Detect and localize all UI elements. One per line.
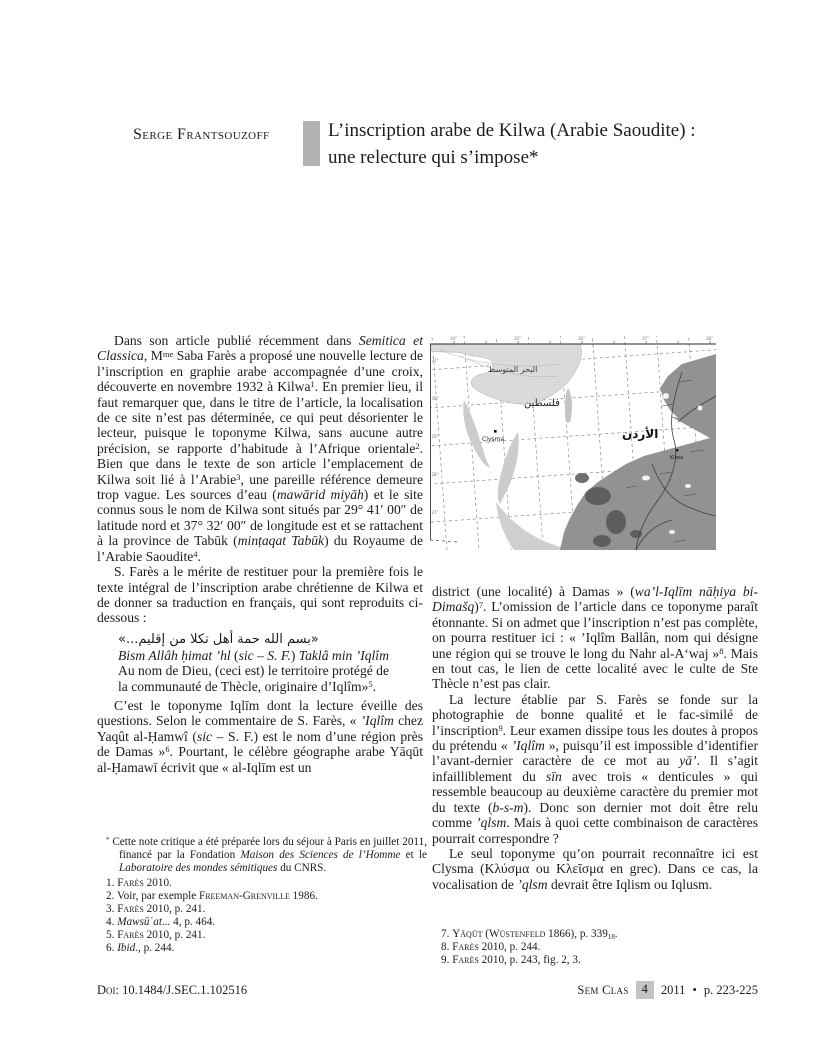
- svg-text:37°: 37°: [642, 336, 650, 341]
- paragraph-left-2: S. Farès a le mérite de restituer pour la première fois le texte intégral de l’inscription arabe chrétienne de Kilwa et de donner sa traduction en français, qui sont reproduits ci-dessous :: [97, 564, 423, 626]
- paragraph-right-3: Le seul toponyme qu’on pourrait reconnaître ici est Clysma (Κλύσμα ou Κλεῖσμα en grec). Dans ce cas, la vocalisation de ’qlsm devrait être Iqlism ou Iqlusm.: [432, 845, 758, 892]
- footnote-8: 8. Farès 2010, p. 244.: [441, 941, 541, 953]
- footnotes-left: [97, 836, 427, 955]
- svg-text:36°: 36°: [578, 336, 586, 341]
- journal-name: Sem Clas: [577, 982, 629, 997]
- footnote-4: 4. Mawsūʿat... 4, p. 464.: [106, 916, 216, 928]
- footnote-star: * Cette note critique a été préparée lors du séjour à Paris en juillet 2011, financé par la Fondation Maison des Sciences de l’Homme et le Laboratoire des mondes sémitiques du CNRS.: [106, 835, 427, 874]
- footnote-7: 7. Yāqūt (Wüstenfeld 1866), p. $339_{18}$.: [441, 928, 618, 941]
- svg-text:38°: 38°: [706, 336, 714, 341]
- kilwa-marker: [676, 449, 678, 451]
- quote-translation-line-1: Au nom de Dieu, (ceci est) le territoire protégé de: [118, 663, 390, 679]
- footer-bullet-separator: •: [692, 982, 697, 997]
- footnote-6: 6. Ibid., p. 244.: [106, 942, 175, 954]
- map-label-mediterranean: البحر المتوسط: [488, 365, 538, 374]
- quote-arabic-line: «بسم الله حمة أهل تكلا من إقليم...»: [118, 631, 319, 647]
- svg-text:31°: 31°: [431, 358, 439, 363]
- journal-footer: [577, 981, 758, 999]
- map-label-palestine: فلسطين: [524, 398, 560, 409]
- issue-number-badge: 4: [636, 981, 654, 999]
- map-label-kilwa: Kilwa: [670, 455, 684, 461]
- right-column: [432, 584, 758, 892]
- svg-text:29°: 29°: [431, 434, 439, 439]
- svg-text:28°: 28°: [431, 472, 439, 477]
- svg-text:30°: 30°: [431, 396, 439, 401]
- author-name: Serge Frantsouzoff: [133, 126, 270, 143]
- map-label-jordan: الأردن: [622, 427, 659, 441]
- inscription-quote: [118, 631, 423, 694]
- footnote-1: 1. Farès 2010.: [106, 877, 172, 889]
- left-column: [97, 333, 423, 775]
- doi-text: Doi: 10.1484/J.SEC.1.102516: [97, 983, 248, 997]
- footer-pages: p. 223-225: [703, 982, 758, 997]
- footnotes-right: [432, 928, 762, 967]
- map-label-clysma: Clysma: [482, 436, 505, 443]
- footnote-3: 3. Farès 2010, p. 241.: [106, 903, 206, 915]
- map-image: [430, 336, 716, 550]
- quote-translation-line-2: la communauté de Thècle, originaire d’Iqlîm»$^5$.: [118, 678, 377, 694]
- quote-transliteration: Bism Allâh ḥimat ’hl (sic – S. F.) Taklâ min ’Iqlîm: [118, 647, 389, 663]
- svg-text:27°: 27°: [431, 510, 439, 515]
- footer-year: 2011: [660, 982, 686, 997]
- svg-text:35°: 35°: [514, 336, 522, 341]
- paragraph-left-3: C’est le toponyme Iqlīm dont la lecture éveille des questions. Selon le commentaire de S. Farès, « ’Iqlîm chez Yaqût al-Ḥamwî (sic – S. F.) est le nom d’une région près de Damas »$^6$. Pourtant, le célèbre géographe arabe Yāqūt al-Ḥamawī écrivit que « al-Iqlīm est un: [97, 697, 424, 775]
- paragraph-right-1: district (une localité) à Damas » (wa’l-Iqlīm nāḥiya bi-Dimašq)$^7$. L’omission de l’article dans ce toponyme paraît étonnante. Si on admet que l’inscription n’est pas complète, on pourra restituer ici : « ’Iqlîm Ballân, nom qui désigne une région qui se trouve le long du Nahr al-A‘waj »$^8$. Mais en tout cas, le lien de cette localité avec le culte de Ste Thècle n’est pas clair.: [432, 584, 758, 692]
- article-title-line-2: une relecture qui s’impose*: [328, 147, 539, 168]
- footnote-5: 5. Farès 2010, p. 241.: [106, 929, 206, 941]
- footnote-9: 9. Farès 2010, p. 243, fig. 2, 3.: [441, 954, 581, 966]
- title-accent-block: [303, 121, 320, 166]
- paragraph-right-2: La lecture établie par S. Farès se fonde sur la photographie de bonne qualité et le fac-similé de l’inscription$^9$. Leur examen dissipe tous les doutes à propos du prétendu « ’Iqlîm », puisqu’il est impossible d’identifier l’avant-dernier caractère de ce mot au yā’. Il s’agit infailliblement du sīn avec trois « denticules » qui ressemble beaucoup au deuxième caractère du premier mot du texte (b-s-m). Donc son dernier mot doit être relu comme ’qlsm. Mais à quoi cette combinaison de caractères pourrait correspondre ?: [432, 691, 758, 846]
- clysma-marker: [494, 430, 497, 433]
- article-title-line-1: L’inscription arabe de Kilwa (Arabie Saoudite) :: [328, 120, 696, 141]
- svg-text:34°: 34°: [450, 336, 458, 341]
- paragraph-left-1: Dans son article publié récemment dans Semitica et Classica, $M^{me}$ Saba Farès a proposé une nouvelle lecture de l’inscription en graphie arabe accompagnée d’une croix, découverte en novembre 1932 à Kilwa$^1$. En premier lieu, il faut remarquer que, dans le titre de l’article, la localisation de ce site n’est pas déterminée, ce qui peut désorienter le lecteur, puisque le toponyme Kilwa, sans aucune autre précision, se rapporte d’habitude à l’Afrique orientale$^2$. Bien que dans le texte de son article l’emplacement de Kilwa soit lié à l’Arabie$^3$, une pareille référence demeure trop vague. Les sources d’eau (mawārid miyāh) et le site connus sous le nom de Kilwa sont situés par 29° 41′ 00″ de latitude nord et 37° 32′ 00″ de longitude est et se rattachent à la province de Tabūk (minṭaqat Tabūk) du Royaume de l’Arabie Saoudite$^4$.: [97, 333, 424, 564]
- map-figure: [430, 336, 716, 550]
- footnote-2: 2. Voir, par exemple Freeman-Grenville 1986.: [106, 890, 318, 902]
- article-title: [328, 117, 778, 171]
